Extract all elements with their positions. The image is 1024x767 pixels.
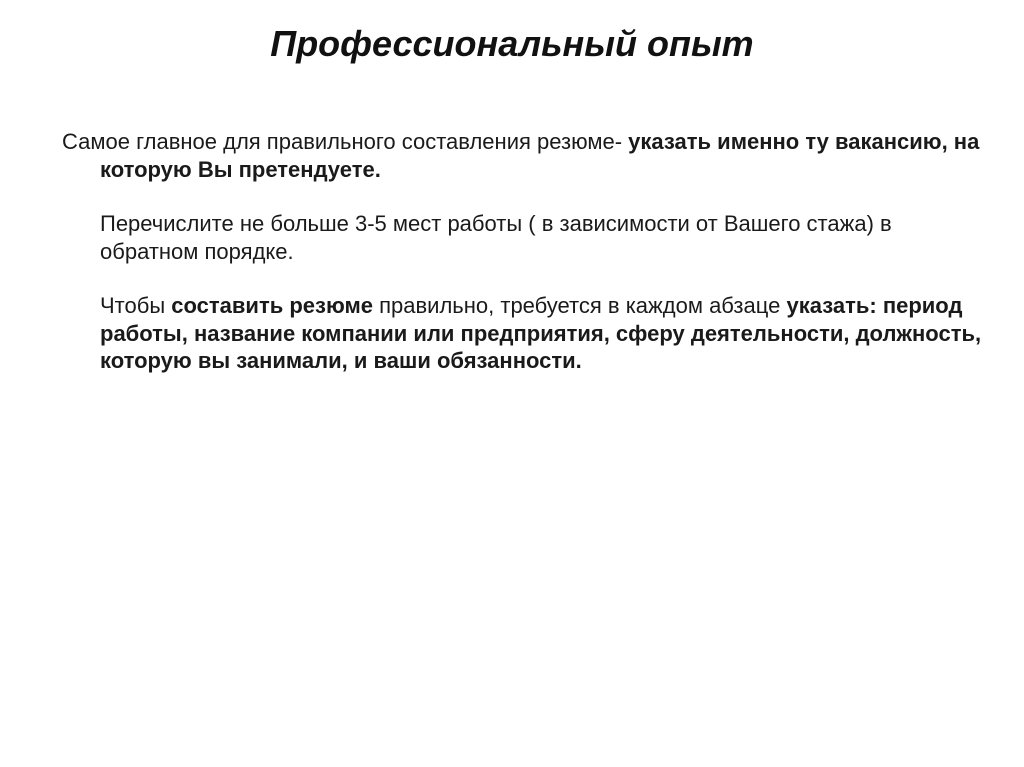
- paragraph-job-count-text: Перечислите не больше 3-5 мест работы ( в зависимости от Вашего стажа) в обратном порядке.: [100, 211, 892, 264]
- paragraph-details-text-1: Чтобы: [100, 293, 172, 318]
- paragraph-job-count: [62, 210, 982, 265]
- paragraph-main-point: [62, 128, 982, 183]
- paragraph-main-point-text: Самое главное для правильного составления резюме-: [62, 129, 629, 154]
- paragraph-details-text-2: правильно, требуется в каждом абзаце: [372, 293, 787, 318]
- slide-title: Профессиональный опыт: [270, 23, 754, 64]
- paragraph-details: [62, 292, 982, 375]
- paragraph-main-point-emphasis: указать именно ту вакансию, на которую Вы претендуете.: [100, 129, 980, 182]
- paragraph-details-emphasis-2: указать: период работы, название компании или предприятия, сферу деятельности, должность, которую вы занимали, и ваши обязанности.: [100, 293, 982, 373]
- paragraph-details-emphasis-1: составить резюме: [171, 293, 373, 318]
- slide-body: [62, 128, 982, 375]
